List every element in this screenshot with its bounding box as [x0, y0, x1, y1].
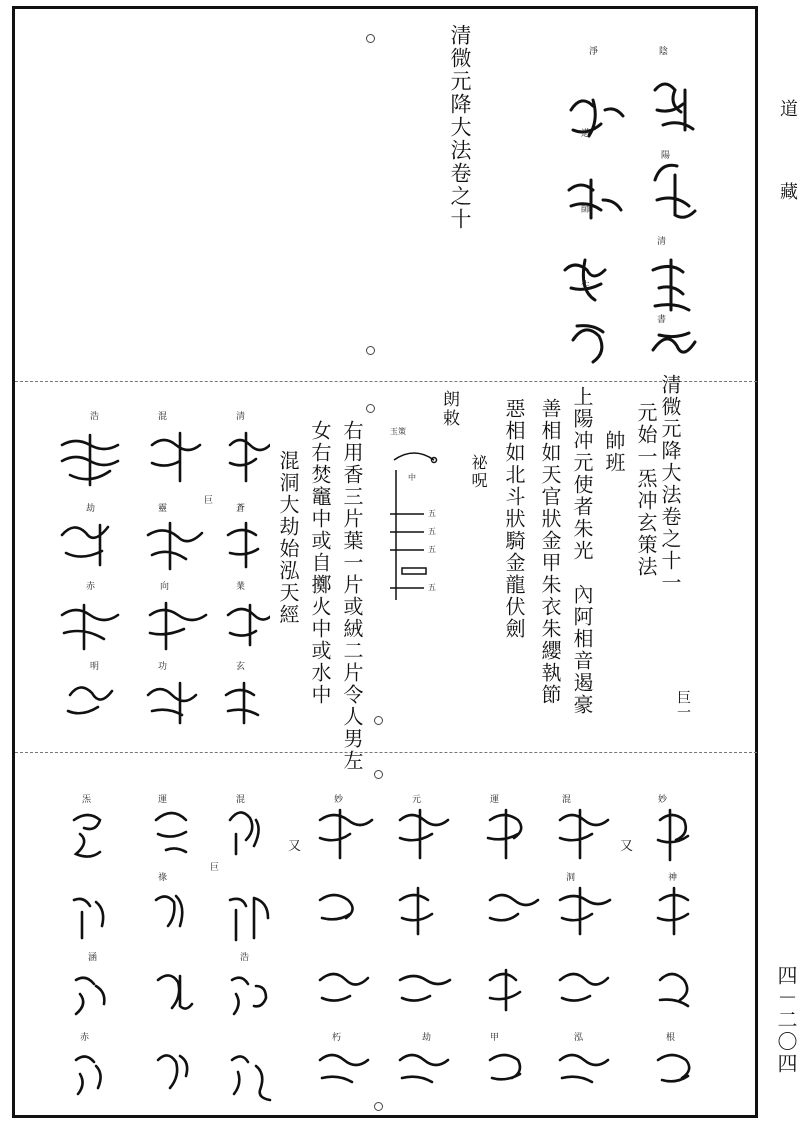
seal-script-scripture [60, 790, 700, 1110]
seal-note: 浩 [90, 412, 100, 422]
seal-note: 巨 [204, 496, 214, 506]
seal-note: 業 [236, 582, 246, 592]
seal-script-incantation [40, 405, 270, 735]
instruction-column: 混洞大劫始泓天經 [276, 450, 300, 626]
diagram-note: 中 [408, 473, 416, 482]
seal-note: 根 [666, 1033, 676, 1043]
seal-note: 巨 [210, 863, 220, 873]
seal-note: 淨 [589, 47, 599, 57]
seal-note: 劫 [422, 1033, 432, 1043]
margin-section: 藏 [780, 182, 798, 203]
binding-hole [366, 404, 375, 413]
chapter-title: 清微元降大法卷之十 [448, 24, 472, 231]
diagram-heading: 朗敕 [439, 390, 459, 428]
repeat-mark: 又 [288, 839, 302, 854]
separator-1 [15, 381, 757, 382]
seal-note: 書 [657, 315, 667, 325]
diagram-note: 五 [428, 545, 436, 554]
diagram-note: 五 [428, 583, 436, 592]
seal-note: 妙 [658, 795, 668, 805]
seal-note: 師 [581, 205, 591, 215]
binding-hole [366, 346, 375, 355]
margin-collection: 道 [780, 99, 798, 120]
seal-note: 神 [668, 873, 678, 883]
repeat-mark: 又 [620, 839, 634, 854]
seal-note: 生 [581, 281, 591, 291]
seal-note: 玄 [236, 662, 246, 672]
page-number: 四－二〇四 [774, 965, 798, 1075]
seal-note: 妙 [334, 795, 344, 805]
seal-note: 陽 [661, 151, 671, 161]
binding-hole [366, 34, 375, 43]
seal-note: 浩 [240, 953, 250, 963]
text-column: 祕呪 [469, 454, 488, 490]
seal-script-talisman [545, 30, 715, 370]
seal-note: 元 [412, 795, 422, 805]
instruction-column: 女右焚竈中或自擲火中或水中 [308, 420, 332, 706]
text-column: 元始一炁冲玄策法 [634, 402, 658, 578]
diagram-note: 五 [428, 509, 436, 518]
seal-note: 清 [236, 412, 246, 422]
seal-note: 混 [236, 795, 246, 805]
seal-note: 運 [158, 795, 168, 805]
text-column: 惡相如北斗狀騎金龍伏劍 [502, 398, 526, 640]
seal-note: 泓 [574, 1033, 584, 1043]
text-column: 善相如天官狀金甲朱衣朱纓執節 [538, 398, 562, 706]
seal-note: 混 [562, 795, 572, 805]
separator-2 [15, 752, 757, 753]
diagram-note: 五 [428, 527, 436, 536]
seal-note: 運 [490, 795, 500, 805]
seal-note: 道 [581, 129, 591, 139]
seal-note: 明 [90, 662, 100, 672]
section-label: 巨一 [675, 690, 691, 720]
seal-note: 陰 [659, 47, 669, 57]
seal-note: 劫 [86, 504, 96, 514]
diagram-note: 玉策 [390, 427, 406, 436]
seal-note: 蒼 [236, 504, 246, 514]
seal-note: 靈 [158, 504, 168, 514]
seal-note: 炁 [82, 795, 92, 805]
seal-note: 洞 [566, 873, 576, 883]
seal-note: 甲 [490, 1033, 500, 1043]
seal-note: 祿 [158, 873, 168, 883]
seal-note: 清 [657, 237, 667, 247]
binding-hole [374, 770, 383, 779]
seal-note: 涵 [88, 953, 98, 963]
ritual-diagram [384, 420, 444, 620]
text-column: 帥班 [602, 430, 626, 474]
seal-note: 赤 [80, 1033, 90, 1043]
seal-note: 功 [158, 662, 168, 672]
seal-note: 朽 [332, 1033, 342, 1043]
text-column: 清微元降大法卷之十一 [658, 374, 682, 594]
instruction-column: 右用香三片葉一片或絨二片令人男左 [340, 420, 364, 772]
text-column: 上陽冲元使者朱光 內阿相音遏豪 [570, 386, 594, 716]
seal-note: 混 [158, 412, 168, 422]
seal-note: 赤 [86, 582, 96, 592]
seal-note: 向 [160, 582, 170, 592]
binding-hole [374, 716, 383, 725]
